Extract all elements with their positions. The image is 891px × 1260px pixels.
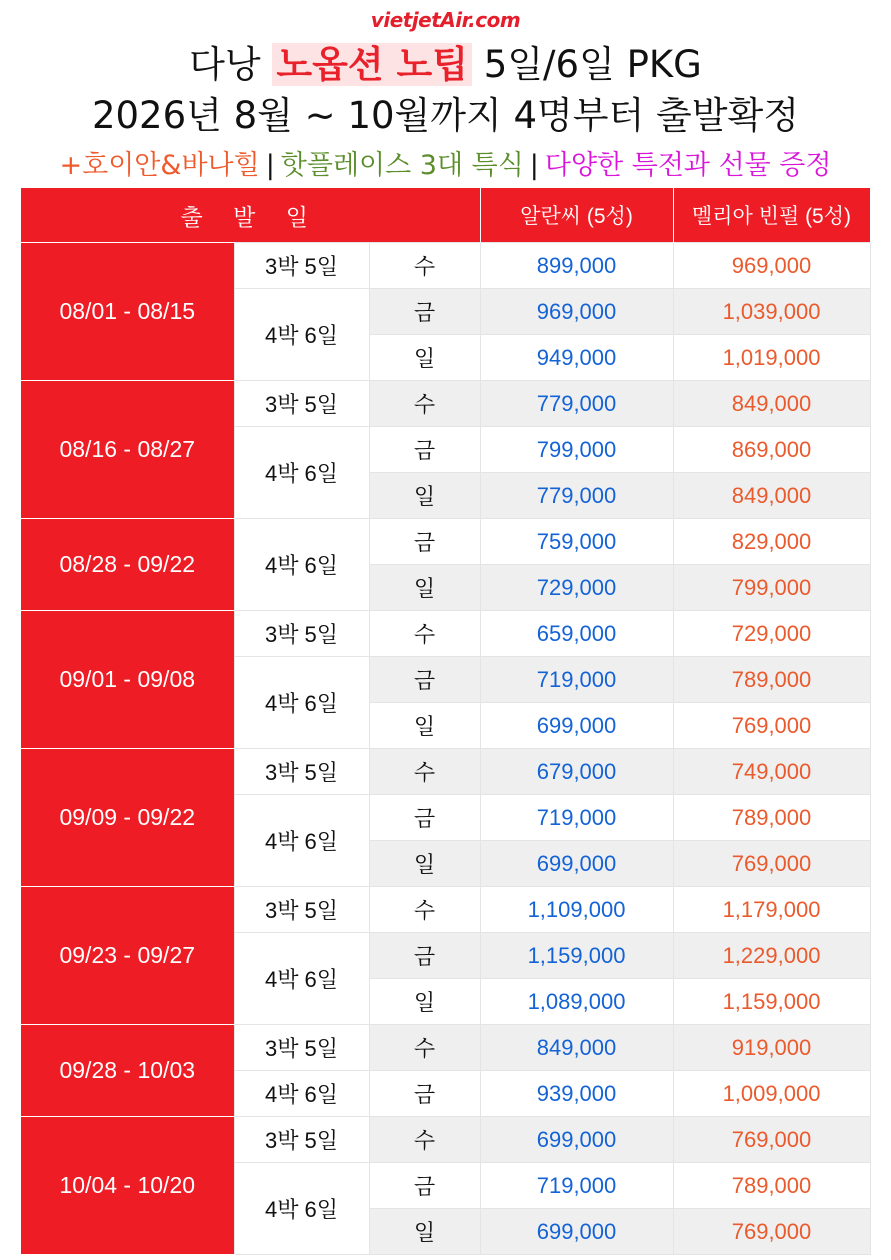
vietjet-logo xyxy=(0,8,891,36)
price-melia: 769,000 xyxy=(673,1209,870,1255)
title-highlight: 노옵션 노팁 xyxy=(272,43,472,86)
departure-weekday: 일 xyxy=(369,565,480,611)
price-alanse: 699,000 xyxy=(480,703,673,749)
price-alanse: 969,000 xyxy=(480,289,673,335)
table-header-row xyxy=(21,188,870,243)
departure-weekday: 금 xyxy=(369,657,480,703)
departure-date-range: 08/28 - 09/22 xyxy=(21,519,234,611)
trip-duration: 4박 6일 xyxy=(234,657,369,749)
price-alanse: 1,089,000 xyxy=(480,979,673,1025)
trip-duration: 3박 5일 xyxy=(234,887,369,933)
price-melia: 919,000 xyxy=(673,1025,870,1071)
price-melia: 749,000 xyxy=(673,749,870,795)
page-subtitle-dates: 2026년 8월 ~ 10월까지 4명부터 출발확정 xyxy=(91,94,800,137)
price-alanse: 699,000 xyxy=(480,1117,673,1163)
departure-weekday: 일 xyxy=(369,1209,480,1255)
departure-weekday: 일 xyxy=(369,979,480,1025)
price-melia: 769,000 xyxy=(673,1117,870,1163)
trip-duration: 3박 5일 xyxy=(234,1117,369,1163)
table-row xyxy=(21,243,870,289)
price-alanse: 699,000 xyxy=(480,841,673,887)
feature-gifts: 다양한 특전과 선물 증정 xyxy=(544,150,832,181)
price-alanse: 779,000 xyxy=(480,473,673,519)
separator: | xyxy=(529,150,539,181)
price-alanse: 679,000 xyxy=(480,749,673,795)
departure-weekday: 수 xyxy=(369,1025,480,1071)
price-alanse: 719,000 xyxy=(480,1163,673,1209)
logo-text-air: Air xyxy=(440,8,469,32)
departure-weekday: 금 xyxy=(369,1071,480,1117)
price-melia: 789,000 xyxy=(673,657,870,703)
price-melia: 829,000 xyxy=(673,519,870,565)
table-row xyxy=(21,1117,870,1163)
departure-date-range: 09/23 - 09/27 xyxy=(21,887,234,1025)
price-alanse: 899,000 xyxy=(480,243,673,289)
trip-duration: 4박 6일 xyxy=(234,1163,369,1255)
price-melia: 1,019,000 xyxy=(673,335,870,381)
logo-text-vietjet: vietjet xyxy=(370,8,441,32)
price-melia: 849,000 xyxy=(673,473,870,519)
trip-duration: 3박 5일 xyxy=(234,1025,369,1071)
price-alanse: 659,000 xyxy=(480,611,673,657)
departure-weekday: 금 xyxy=(369,519,480,565)
table-row xyxy=(21,611,870,657)
table-row xyxy=(21,519,870,565)
departure-weekday: 일 xyxy=(369,473,480,519)
departure-weekday: 수 xyxy=(369,243,480,289)
departure-weekday: 금 xyxy=(369,289,480,335)
price-melia: 1,009,000 xyxy=(673,1071,870,1117)
price-melia: 729,000 xyxy=(673,611,870,657)
departure-weekday: 수 xyxy=(369,611,480,657)
departure-weekday: 금 xyxy=(369,1163,480,1209)
price-table xyxy=(21,188,871,1255)
trip-duration: 3박 5일 xyxy=(234,611,369,657)
title-suffix: 5일/6일 PKG xyxy=(472,43,702,86)
logo-text-com: .com xyxy=(468,8,521,32)
departure-date-range: 08/01 - 08/15 xyxy=(21,243,234,381)
page-title xyxy=(0,42,891,88)
price-alanse: 719,000 xyxy=(480,795,673,841)
title-prefix: 다낭 xyxy=(189,43,273,86)
price-melia: 789,000 xyxy=(673,1163,870,1209)
price-melia: 1,179,000 xyxy=(673,887,870,933)
departure-date-range: 10/04 - 10/20 xyxy=(21,1117,234,1255)
separator: | xyxy=(265,150,275,181)
departure-date-range: 09/09 - 09/22 xyxy=(21,749,234,887)
price-melia: 1,229,000 xyxy=(673,933,870,979)
price-alanse: 719,000 xyxy=(480,657,673,703)
feature-meals: 핫플레이스 3대 특식 xyxy=(280,150,524,181)
departure-date-range: 09/01 - 09/08 xyxy=(21,611,234,749)
departure-weekday: 금 xyxy=(369,795,480,841)
trip-duration: 4박 6일 xyxy=(234,933,369,1025)
departure-weekday: 수 xyxy=(369,1117,480,1163)
price-melia: 789,000 xyxy=(673,795,870,841)
price-alanse: 1,109,000 xyxy=(480,887,673,933)
trip-duration: 3박 5일 xyxy=(234,381,369,427)
price-alanse: 1,159,000 xyxy=(480,933,673,979)
table-row xyxy=(21,887,870,933)
price-alanse: 779,000 xyxy=(480,381,673,427)
departure-date-range: 08/16 - 08/27 xyxy=(21,381,234,519)
departure-weekday: 일 xyxy=(369,841,480,887)
price-alanse: 949,000 xyxy=(480,335,673,381)
departure-weekday: 수 xyxy=(369,381,480,427)
price-melia: 769,000 xyxy=(673,703,870,749)
table-row xyxy=(21,749,870,795)
trip-duration: 4박 6일 xyxy=(234,795,369,887)
header-hotel-alanse: 알란씨 (5성) xyxy=(480,188,673,243)
departure-weekday: 일 xyxy=(369,703,480,749)
price-melia: 799,000 xyxy=(673,565,870,611)
price-alanse: 759,000 xyxy=(480,519,673,565)
trip-duration: 4박 6일 xyxy=(234,1071,369,1117)
table-row xyxy=(21,381,870,427)
feature-line xyxy=(0,146,891,186)
trip-duration: 4박 6일 xyxy=(234,289,369,381)
price-alanse: 699,000 xyxy=(480,1209,673,1255)
departure-date-range: 09/28 - 10/03 xyxy=(21,1025,234,1117)
price-table-body xyxy=(21,243,870,1255)
departure-weekday: 수 xyxy=(369,887,480,933)
trip-duration: 4박 6일 xyxy=(234,427,369,519)
price-alanse: 799,000 xyxy=(480,427,673,473)
price-alanse: 729,000 xyxy=(480,565,673,611)
header-hotel-melia: 멜리아 빈펄 (5성) xyxy=(673,188,870,243)
trip-duration: 3박 5일 xyxy=(234,243,369,289)
trip-duration: 3박 5일 xyxy=(234,749,369,795)
departure-weekday: 수 xyxy=(369,749,480,795)
departure-weekday: 일 xyxy=(369,335,480,381)
departure-weekday: 금 xyxy=(369,933,480,979)
table-row xyxy=(21,1025,870,1071)
price-melia: 1,039,000 xyxy=(673,289,870,335)
price-melia: 1,159,000 xyxy=(673,979,870,1025)
price-melia: 849,000 xyxy=(673,381,870,427)
header-departure-date: 출 발 일 xyxy=(21,188,480,243)
price-melia: 769,000 xyxy=(673,841,870,887)
departure-weekday: 금 xyxy=(369,427,480,473)
price-melia: 969,000 xyxy=(673,243,870,289)
trip-duration: 4박 6일 xyxy=(234,519,369,611)
price-alanse: 939,000 xyxy=(480,1071,673,1117)
feature-hoian: +호이안&바나힐 xyxy=(59,150,260,181)
price-melia: 869,000 xyxy=(673,427,870,473)
price-alanse: 849,000 xyxy=(480,1025,673,1071)
